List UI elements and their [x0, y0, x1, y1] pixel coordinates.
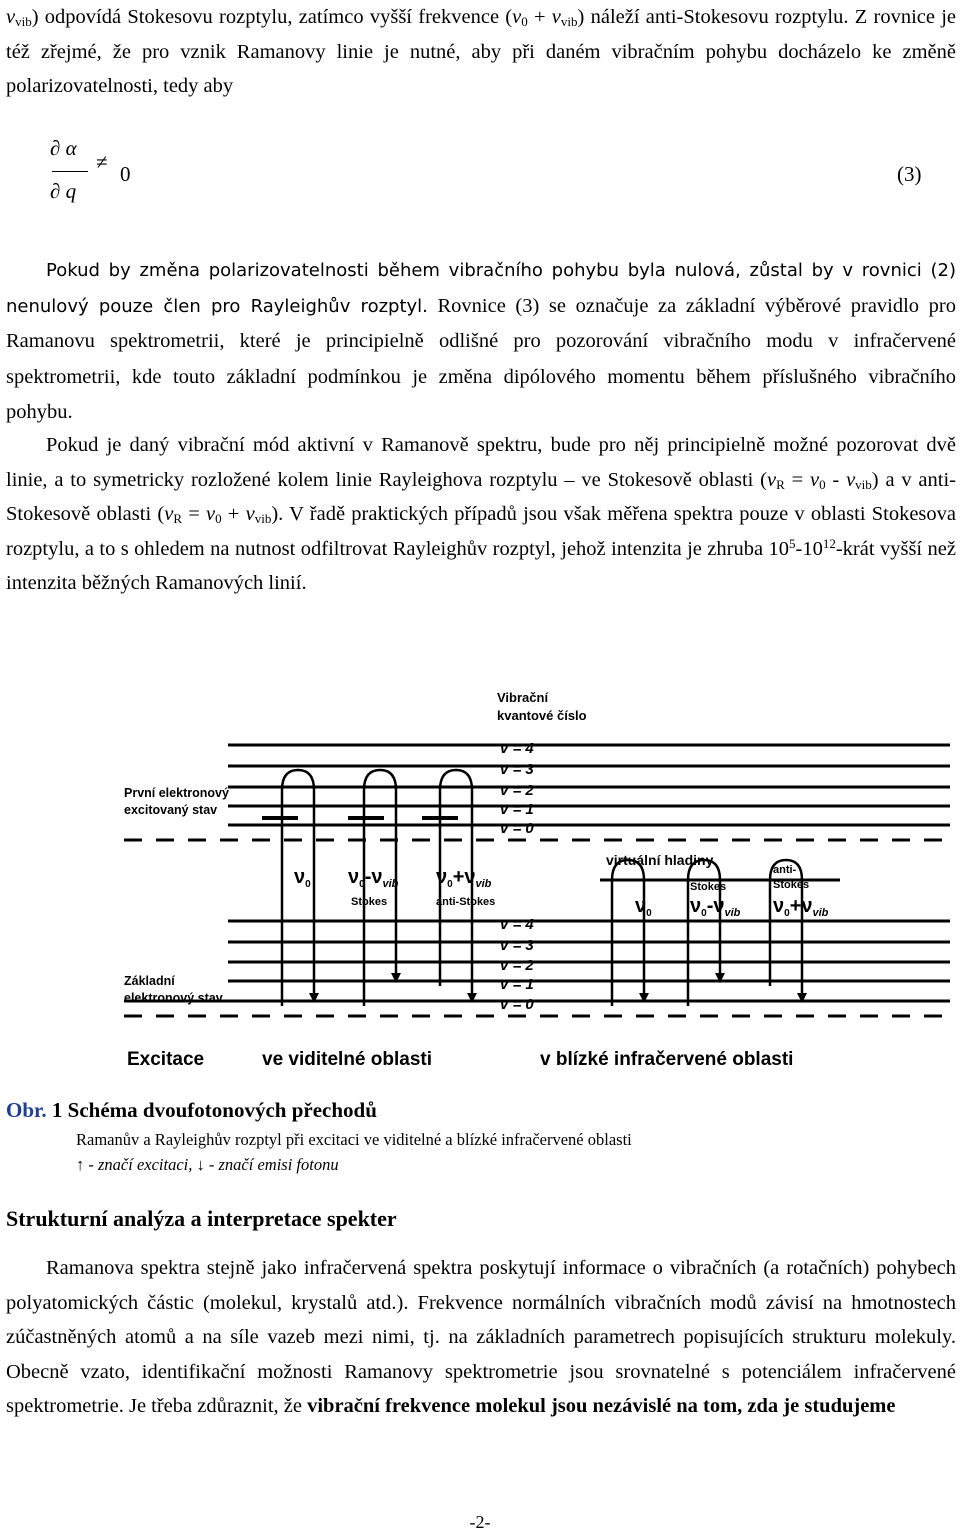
excited-state-line2: excitovaný stav: [124, 803, 218, 817]
subscript: vib: [254, 511, 272, 526]
antistokes-label-right-1: anti-: [773, 864, 797, 876]
level-label-lower-1: v = 1: [500, 976, 534, 993]
label-antistokes-right: $\nu_0+\nu_{vib}$: [773, 895, 829, 919]
superscript: 12: [822, 535, 836, 551]
arrow-down-icon: ↓: [196, 1155, 205, 1174]
paragraph-intro: [6, 0, 956, 104]
equation-number: (3): [897, 162, 922, 186]
level-label-upper-1: v = 1: [500, 801, 534, 818]
equation-denominator: ∂ q: [50, 179, 77, 203]
paragraph-active-mode: [6, 428, 956, 601]
ground-state-line2: elektronový stav: [124, 991, 223, 1005]
section-heading: Strukturní analýza a interpretace spekter: [6, 1206, 397, 1231]
upper-state-levels: [228, 745, 950, 825]
subscript: R: [173, 511, 182, 526]
text-run: Pokud je daný vibrační mód aktivní v Ramanově spektru, bude pro něj principielně možné pozorovat dvě linie, a to symetricky rozložené kolem linie Rayleighova rozptylu – ve Stokesově oblasti (: [6, 434, 956, 491]
text-run: ) a v anti-Stokesově oblasti (: [6, 468, 956, 525]
superscript: 5: [789, 535, 796, 551]
label-stokes-right: $\nu_0-\nu_{vib}$: [690, 895, 741, 919]
stokes-label-left: Stokes: [351, 896, 388, 908]
label-antistokes-left: $\nu_0+\nu_{vib}$: [436, 866, 492, 890]
bold-text-run: vibrační frekvence molekul jsou nezávislé na tom, zda je studujeme: [307, 1395, 896, 1417]
figure-caption-title: [6, 1098, 377, 1123]
figure-caption-line1: Ramanův a Rayleighův rozptyl při excitaci ve viditelné a blízké infračervené oblasti: [76, 1130, 632, 1149]
virtual-levels-label: virtuální hladiny: [606, 852, 714, 868]
caption-text: - značí excitaci,: [84, 1155, 197, 1174]
nu-symbol: ν: [512, 6, 522, 28]
text-run: Rovnice (3) se označuje za základní výběrové pravidlo pro Ramanovu spektrometrii, které je principielně odlišné pro pozorování vibračního modu v infračervené spektrometrii, kde touto základní podmínkou je změna dipólového momentu během příslušného vibračního pohybu.: [6, 294, 956, 423]
antistokes-label-right-2: Stokes: [773, 879, 810, 891]
level-label-upper-4: v = 4: [500, 740, 534, 757]
nu-symbol: ν: [6, 6, 16, 28]
text-run: -: [825, 468, 847, 491]
label-stokes-left: $\nu_0-\nu_{vib}$: [348, 866, 399, 890]
bottom-label-near-ir: v blízké infračervené oblasti: [540, 1049, 794, 1070]
caption-title-text: 1 Schéma dvoufotonových přechodů: [46, 1098, 377, 1122]
subscript: R: [776, 476, 785, 492]
level-label-lower-2: v = 2: [500, 957, 534, 974]
bottom-label-excitation: Excitace: [127, 1049, 205, 1070]
caption-label: Obr.: [6, 1098, 47, 1122]
antistokes-label-left: anti-Stokes: [436, 896, 496, 908]
excited-state-line1: První elektronový: [124, 786, 229, 800]
subscript: 0: [521, 14, 528, 29]
text-run: +: [221, 503, 246, 525]
stokes-label-right: Stokes: [690, 881, 727, 893]
paragraph-structural-analysis: [6, 1251, 956, 1424]
raman-energy-diagram: [0, 680, 960, 1100]
level-label-upper-2: v = 2: [500, 782, 534, 799]
figure-caption-line2: [76, 1155, 339, 1175]
nu-symbol: ν: [767, 468, 777, 491]
ground-state-line1: Základní: [124, 974, 175, 988]
text-run: -10: [795, 537, 823, 560]
text-run: =: [784, 468, 810, 491]
label-nu0-right: $\nu_0$: [635, 895, 652, 919]
vib-title-line1: Vibrační: [497, 690, 549, 705]
subscript: vib: [855, 476, 872, 492]
nu-symbol: ν: [809, 468, 820, 491]
page-number: -2-: [469, 1512, 491, 1532]
level-label-lower-4: v = 4: [500, 916, 534, 933]
equation-numerator: ∂ α: [50, 136, 77, 160]
arrow-up-icon: ↑: [76, 1155, 85, 1174]
paragraph-rayleigh: [6, 254, 956, 431]
nu-symbol: ν: [245, 503, 255, 525]
subscript: 0: [819, 476, 826, 492]
text-run: -krát vyšší než intenzita běžných Ramanových linií.: [6, 537, 956, 594]
text-run: +: [527, 6, 552, 28]
level-label-lower-0: v = 0: [500, 996, 534, 1013]
text-run: ) náleží anti-Stokesovu rozptylu. Z rovnice je též zřejmé, že pro vznik Ramanovy linie je nutné, aby při daném vibračním pohybu docházelo ke změně polarizovatelnosti, tedy aby: [6, 6, 957, 97]
level-label-lower-3: v = 3: [500, 937, 534, 954]
text-run: ) odpovídá Stokesovu rozptylu, zatímco vyšší frekvence (: [31, 6, 513, 28]
subscript: vib: [15, 14, 32, 29]
nu-symbol: ν: [205, 503, 216, 525]
nu-symbol: ν: [551, 6, 561, 28]
nu-symbol: ν: [164, 503, 174, 525]
subscript: 0: [215, 511, 222, 526]
label-nu0-left: $\nu_0$: [294, 866, 311, 890]
nu-symbol: ν: [846, 468, 856, 491]
dashed-levels: [124, 840, 950, 1016]
text-run: ). V řadě praktických případů jsou však měřena spektra pouze v oblasti Stokesova rozptylu, a to s ohledem na nutnost odfiltrovat Rayleighův rozptyl, jehož intenzita je zhruba 10: [6, 503, 957, 560]
level-label-upper-3: v = 3: [500, 761, 534, 778]
equation-value: 0: [120, 162, 131, 186]
fraction-bar: [52, 171, 88, 172]
text-run: =: [181, 503, 206, 525]
caption-text: - značí emisi fotonu: [204, 1155, 339, 1174]
text-run: Pokud by změna polarizovatelnosti během vibračního pohybu byla nulová, zůstal by v rovnici (2) nenulový pouze člen pro Rayleighův rozptyl.: [6, 260, 956, 317]
level-label-upper-0: v = 0: [500, 820, 534, 837]
subscript: vib: [560, 14, 578, 29]
text-run: Ramanova spektra stejně jako infračervená spektra poskytují informace o vibračních (a rotačních) pohybech polyatomických částic (molekul, krystalů atd.). Frekvence normálních vibračních modů závisí na hmotnostech zúčastněných atomů a na síle vazeb mezi nimi, tj. na základních parametrech popisujících strukturu molekuly. Obecně vzato, identifikační možnosti Ramanovy spektrometrie jsou srovnatelné s potenciálem infračervené spektrometrie. Je třeba zdůraznit, že: [6, 1257, 956, 1417]
bottom-label-visible: ve viditelné oblasti: [262, 1049, 432, 1070]
not-equal-sign: ≠: [96, 150, 108, 174]
ground-state-levels: [124, 921, 950, 1001]
vib-title-line2: kvantové číslo: [497, 708, 587, 723]
